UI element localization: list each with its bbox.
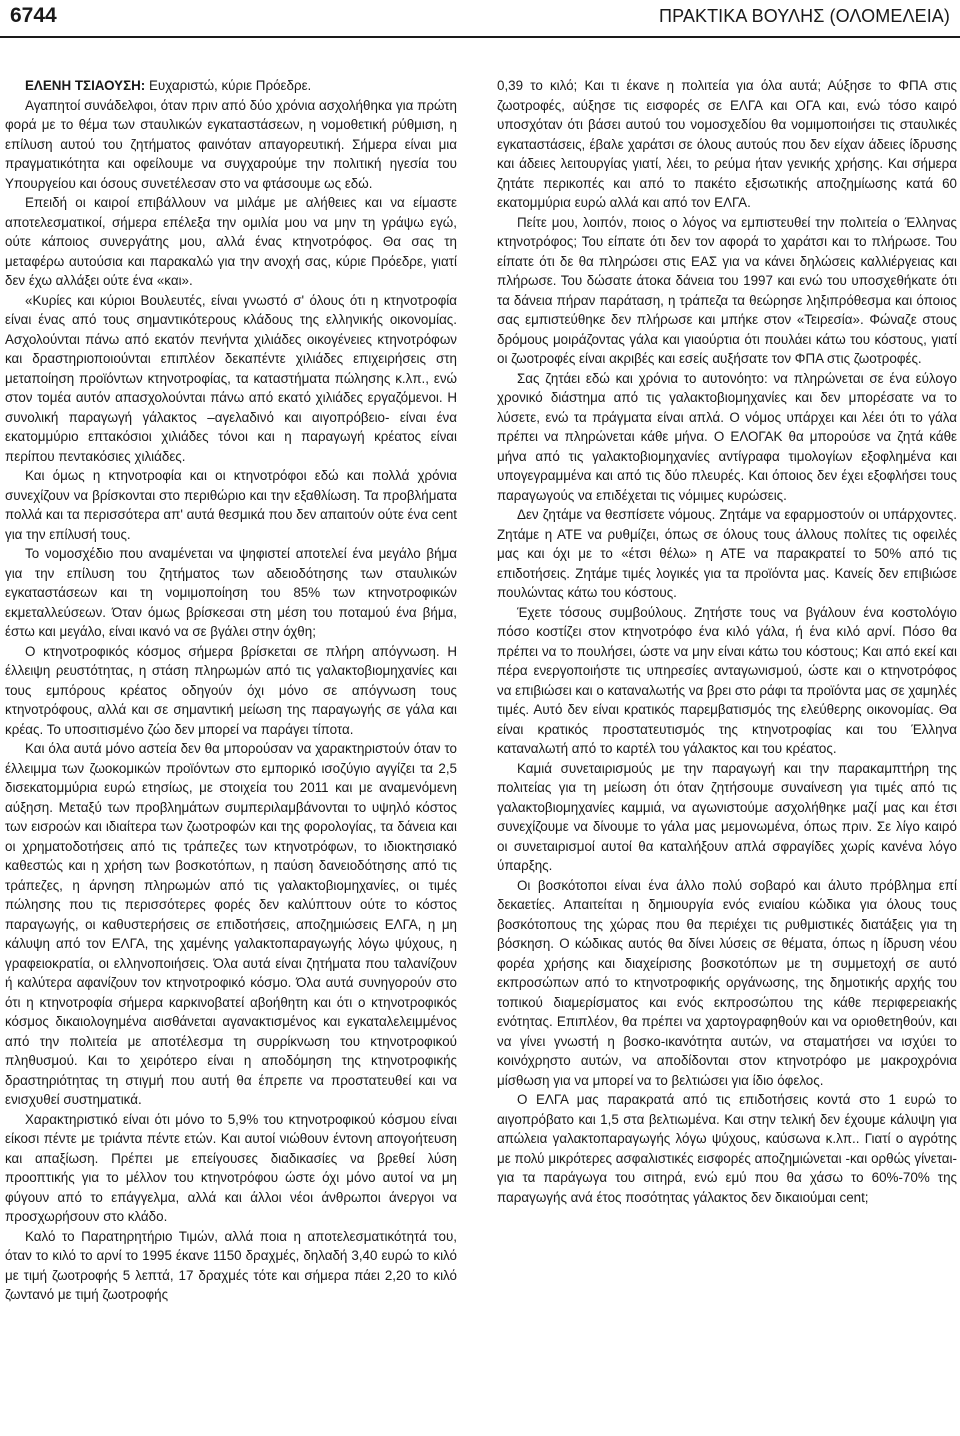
paragraph: Πείτε μου, λοιπόν, ποιος ο λόγος να εμπιστευθεί την πολιτεία ο Έλληνας κτηνοτρόφος; Του είπατε ότι δεν τον αφορά το χαράτσι και το πλήρωσε. Του είπατε ότι δε θα πληρώσει στις ΕΑΣ για να κάνει δηλώσεις καλλιέργειας και πλήρωσε. Του δώσατε άτοκα δάνεια του 1997 και ενώ του υποσχεθήκατε ότι τα δάνεια πήραν παράταση, η τράπεζα τα θεώρησε ληξιπρόθεσμα και όποιος σας εμπιστεύθηκε δεν πλήρωσε και μπήκε στον «Τειρεσία». Φώναζε στους δρόμους μοιράζοντας γάλα και γιαούρτια ότι πουλάει κάτω του κόστους, γιατί οι ζωοτροφές είναι ακριβές και εσείς αυξήσατε τον ΦΠΑ στις ζωοτροφές. xyxy=(497,214,957,366)
paragraph: Σας ζητάει εδώ και χρόνια το αυτονόητο: να πληρώνεται σε ένα εύλογο χρονικό διάστημα από τις γαλακτοβιομηχανίες και δεν μπορέσατε να το λύσετε, ενώ τα πράγματα είναι απλά. Ο νόμος υπάρχει και λέει ότι το γάλα πρέπει να πληρώνεται κάθε μήνα. Ο ΕΛΟΓΑΚ θα μπορούσε να ζητά κάθε μήνα από τις γαλακτοβιομηχανίες αντίγραφα τιμολογίων εξοφλημένα και υπογεγραμμένα και από τις δύο πλευρές. Και όποιος δεν έχει εξοφλήσει τους παραγωγούς να επιδέχεται τις νόμιμες κυρώσεις. xyxy=(497,370,957,503)
paragraph: 0,39 το κιλό; Και τι έκανε η πολιτεία για όλα αυτά; Αύξησε το ΦΠΑ στις ζωοτροφές, αύξησε τις εισφορές σε ΕΛΓΑ και ΟΓΑ και, ενώ τόσο καιρό υποσχόταν ότι βάσει αυτού του νομοσχεδίου θα νομιμοποιήσει τις σταυλικές εγκαταστάσεις, έβαλε χαράτσι σε όλους αυτούς που δεν είχαν άδειες ίδρυσης και άδειες λειτουργίας γιατί, λέει, το ρεύμα ήταν γενικής χρήσης. Και σήμερα ζητάτε περικοπές και από το πακέτο εξισωτικής αποζημίωσης κατά 60 εκατομμύρια ευρώ αλλά και από τον ΕΛΓΑ. xyxy=(497,78,957,210)
paragraph: Και όμως η κτηνοτροφία και οι κτηνοτρόφοι εδώ και πολλά χρόνια συνεχίζουν να βρίσκονται στο περιθώριο και την εξαθλίωση. Τα προβλήματα πολλά και τα περισσότερα απ' αυτά θεσμικά που δεν απαιτούν ούτε ένα cent για την επίλυσή τους. xyxy=(5,468,457,542)
paragraph: Το νομοσχέδιο που αναμένεται να ψηφιστεί αποτελεί ένα μεγάλο βήμα για την επίλυση του ζητήματος των αδειοδότησης των σταυλικών εγκαταστάσεων και τη νομιμοποίηση του 85% των κτηνοτροφικών εκμεταλλεύσεων. Όταν όμως βρίσκεσαι στη μέση του ποταμού ένα βήμα, έστω και μεγάλο, είναι ικανό να σε βγάλει στην όχθη; xyxy=(5,546,457,639)
paragraph: Αγαπητοί συνάδελφοι, όταν πριν από δύο χρόνια ασχολήθηκα για πρώτη φορά με το θέμα των σταυλικών εγκαταστάσεων, η νομοθετική ρύθμιση, η επίλυση αυτού του ζητήματος φαινόταν απαγορευτική. Σήμερα είναι μια πραγματικότητα και οφείλουμε να συγχαρούμε την πολιτική ηγεσία του Υπουργείου και όσους συνετέλεσαν στο να φτάσουμε ως εδώ. xyxy=(5,97,457,191)
speaker-paragraph xyxy=(5,76,457,96)
paragraph: Καμιά συνεταιρισμούς με την παραγωγή και την παρακαμπτήρη της πολιτείας για τη μείωση ότι όταν ζητήσουμε συναίνεση για τιμές από τις γαλακτοβιομηχανίες καμμιά, να αγωνιστούμε ασχολήθηκε μαζί μας και έτσι συνεχίζουμε να δίνουμε το γάλα μας μεμονωμένα, όπως πριν. Σε λίγο καιρό οι συνεταιρισμοί αυτοί θα καταλήξουν απλά σφραγίδες χωρίς κανένα λόγο ύπαρξης. xyxy=(497,760,957,873)
paragraph: Ο ΕΛΓΑ μας παρακρατά από τις επιδοτήσεις κοντά στο 1 ευρώ το αιγοπρόβατο και 1,5 στα βελτιωμένα. Και στην τελική δεν έχουμε κάλυψη για απώλεια γαλακτοπαραγωγής λόγω ψύχους, καύσωνα κ.λπ.. Γιατί ο αγρότης με πολύ μικρότερες ασφαλιστικές εισφορές αποζημιώνεται -και ορθώς γίνεται- για τα παράγωγα του σιτηρά, ενώ εμύ που θα χάσω το 60%-70% της παραγωγής ανά έτος ποσότητας γάλακτος δεν δικαιούμαι cent; xyxy=(497,1092,957,1205)
paragraph: Χαρακτηριστικό είναι ότι μόνο το 5,9% του κτηνοτροφικού κόσμου είναι είκοσι πέντε με τριάντα πέντε ετών. Και αυτοί νιώθουν έντονη απογοήτευση και απαξίωση. Πρέπει με επείγουσες διαδικασίες να βρεθεί λύση προοπτικής για το μέλλον του κτηνοτρόφου ώστε όχι μόνο αυτοί να μη φύγουν από το επάγγελμα, αλλά και άλλοι νέοι άνθρωποι άνεργοι να προσχωρήσουν στο κλάδο. xyxy=(5,1111,457,1224)
header-rule xyxy=(0,36,960,38)
page-header xyxy=(10,0,950,32)
running-title: ΠΡΑΚΤΙΚΑ ΒΟΥΛΗΣ (ΟΛΟΜΕΛΕΙΑ) xyxy=(659,5,950,26)
paragraph: Δεν ζητάμε να θεσπίσετε νόμους. Ζητάμε να εφαρμοστούν οι υπάρχοντες. Ζητάμε η ΑΤΕ να ρυθμίζει, όπως σε όλους τους άλλους πολίτες τις οφειλές μας και όχι με το «έτσι θέλω» η ΑΤΕ να παρακρατεί το 50% από τις επιδοτήσεις. Ζητάμε τιμές λογικές για τα προϊόντα μας. Κανείς δεν επιβιώσε πουλώντας κάτω του κόστους. xyxy=(497,507,957,600)
paragraph: «Κυρίες και κύριοι Βουλευτές, είναι γνωστό σ' όλους ότι η κτηνοτροφία είναι ένας από τους σημαντικότερους κλάδους της ελληνικής οικονομίας. Ασχολούνται πάνω από εκατόν πενήντα χιλιάδες οικογένειες κτηνοτρόφων και δραστηριοποιούνται επιπλέον δεκαπέντε χιλιάδες επιχειρήσεις στη μεταποίηση προϊόντων κτηνοτροφίας, τα καταστήματα πώλησης κ.λπ., ενώ στον τομέα αυτόν απασχολούνται πάνω από εκατό χιλιάδες εργαζόμενοι. Η συνολική παραγωγή γάλακτος –αγελαδινό και αιγοπρόβειο- είναι ένα εκατομμύριο επτακόσιοι χιλιάδες τόνοι και η παραγωγή κρέατος είναι περίπου πεντακόσιες χιλιάδες. xyxy=(5,292,457,464)
speaker-name: ΕΛΕΝΗ ΤΣΙΑΟΥΣΗ: xyxy=(25,78,146,93)
speaker-opening: Ευχαριστώ, κύριε Πρόεδρε. xyxy=(145,78,312,93)
page-number: 6744 xyxy=(10,4,57,27)
paragraph: Οι βοσκότοποι είναι ένα άλλο πολύ σοβαρό και άλυτο πρόβλημα επί δεκαετίες. Απαιτείται η δημιουργία ενός ενιαίου κώδικα για όλους τους βοσκότοπους της χώρας που θα περιέχει τις ρυθμιστικές διατάξεις για τη βόσκηση. Ο κώδικας αυτός θα δίνει λύσεις σε θέματα, όπως η ίδρυση νέου φορέα χρήσης και διαχείρισης βοσκοτόπων με τη συμμετοχή σε αυτό εκπροσώπων από το κτηνοτροφικής οργάνωσης, της δημοτικής αρχής του τοπικού διαμερίσματος και ενός εκπροσώπου της κάθε περιφερειακής ενότητας. Επιπλέον, θα πρέπει να χαρτογραφηθούν και να οριοθετηθούν, και να γίνει γνωστή η βοσκο-ικανότητα αυτών, να σταματήσει να ισχύει το κοινόχρηστο αυτών, να αποδίδονται στον κτηνοτρόφο με μακροχρόνια μίσθωση για να μπορεί να το βελτιώσει για ίδιο όφελος. xyxy=(497,877,957,1088)
paragraph: Έχετε τόσους συμβούλους. Ζητήστε τους να βγάλουν ένα κοστολόγιο πόσο κοστίζει στον κτηνοτρόφο ένα κιλό γάλα, ή ένα κιλό αρνί. Πόσο θα πρέπει να το πουλήσει, ώστε να μην είναι κάτω του κόστους; Και από εκεί και πέρα ενεργοποιήστε τις υπηρεσίες ανταγωνισμού, ώστε και ο κτηνοτρόφος να επιβιώσει και ο καταναλωτής να βρει στο ράφι τα προϊόντα μας σε χαμηλές τιμές. Αυτό δεν είναι κρατικός παρεμβατισμός της ελεύθερης οικονομίας. Θα είναι κρατικός προστατευτισμός της κτηνοτροφίας και του Έλληνα καταναλωτή από το καρτέλ του γάλακτος και του κρέατος. xyxy=(497,604,957,756)
paragraph: Και όλα αυτά μόνο αστεία δεν θα μπορούσαν να χαρακτηριστούν όταν το έλλειμμα των ζωοκομικών προϊόντων στο εμπορικό ισοζύγιο αγγίζει τα 2,5 δισεκατομμύρια ευρώ ετησίως, με στοιχεία του 2011 και με αναμενόμενη αύξηση. Μεταξύ των προβλημάτων συμπεριλαμβάνονται το υψηλό κόστος των εισροών και ιδιαίτερα των ζωοτροφών και της φορολογίας, τα δάνεια και οι χρηματοδοτήσεις από τις τράπεζες των κτηνοτρόφων, το ιδιοκτησιακό καθεστώς και η χρήση των βοσκοτόπων, η παύση δανειοδότησης από τις τράπεζες, η άρνηση πληρωμών από τις γαλακτοβιομηχανίες, οι τιμές πώλησης που τις περισσότερες φορές δεν καλύπτουν ούτε το κόστος παραγωγής, οι καθυστερήσεις σε επιδοτήσεις, αποζημιώσεις ΕΛΓΑ, η μη κάλυψη από τον ΕΛΓΑ, της χαμένης γαλακτοπαραγωγής λόγω ψύχους, η γραφειοκρατία, οι ελληνοποιήσεις. Όλα αυτά είναι ζητήματα που ταλανίζουν ή καλύτερα αφανίζουν τον κτηνοτροφικό κόσμο. Όλα αυτά συνηγορούν στο ότι η κτηνοτροφία σήμερα καρκινοβατεί αβοήθητη και ότι ο κτηνοτροφικός κόσμος δικαιολογημένα αισθάνεται αγανακτισμένος και εγκαταλελειμμένος από την πολιτεία με αποτέλεσμα τη συρρίκνωση του κτηνοτροφικού πληθυσμού. Και το χειρότερο είναι η αποδόμηση της κτηνοτροφικής δραστηριότητας τη στιγμή που αυτή θα έπρεπε να προστατευθεί και να ενισχυθεί συστηματικά. xyxy=(5,741,457,1107)
left-column xyxy=(5,76,457,1305)
paragraph: Επειδή οι καιροί επιβάλλουν να μιλάμε με αλήθειες και να είμαστε αποτελεσματικοί, σήμερα επέλεξα την ομιλία μου να μην τη γράψω εγώ, ούτε κάποιος συνεργάτης μου, αλλά ένας κτηνοτρόφος. Θα σας τη μεταφέρω αυτούσια και παρακαλώ για την ανοχή σας, κύριε Πρόεδρε, γιατί δεν έχω αλλάξει ούτε ένα «και». xyxy=(5,195,457,288)
paragraph: Ο κτηνοτροφικός κόσμος σήμερα βρίσκεται σε πλήρη απόγνωση. Η έλλειψη ρευστότητας, η στάση πληρωμών από τις γαλακτοβιομηχανίες και τους εμπόρους κρέατος οδηγούν όχι μόνο σε απόγνωση τους κτηνοτρόφους, αλλά και σε σημαντική μείωση της παραγωγής σε γάλα και κρέας. Το υποσιτισμένο ζώο δεν μπορεί να παράγει τίποτα. xyxy=(5,643,457,737)
right-column xyxy=(497,76,957,1207)
paragraph: Καλό το Παρατηρητήριο Τιμών, αλλά ποια η αποτελεσματικότητά του, όταν το κιλό το αρνί το 1995 έκανε 1150 δραχμές, δηλαδή 3,40 ευρώ το κιλό με τιμή ζωοτροφής 5 λεπτά, 17 δραχμές τότε και σήμερα πάει 2,20 το κιλό ζωντανό με τιμή ζωοτροφής xyxy=(5,1228,457,1302)
